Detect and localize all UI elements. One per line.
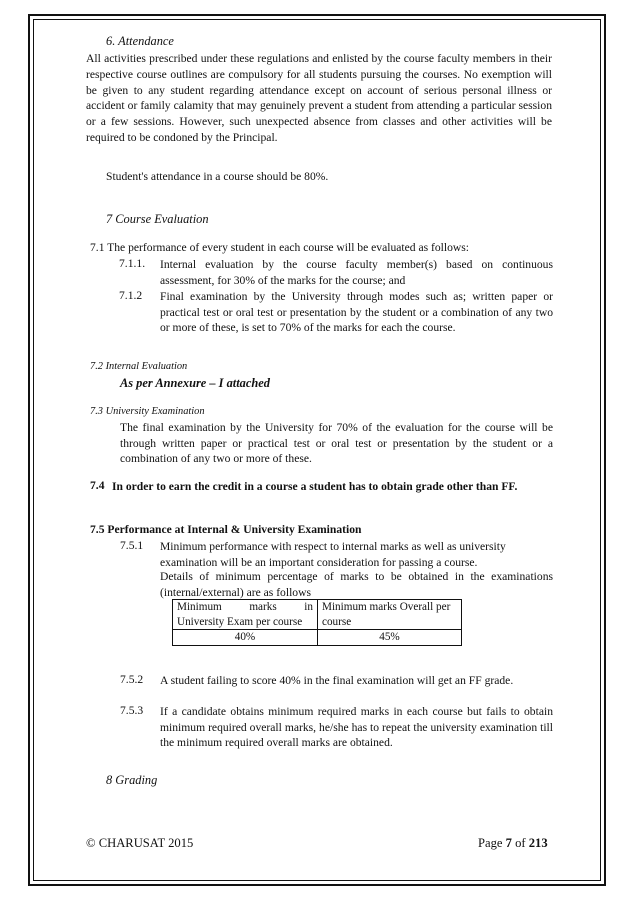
table-row bbox=[173, 630, 462, 646]
section-7-1-2-text: Final examination by the University through modes such as; written paper or practical test or oral test or presentation by the student or a combination of any two or more of these, is set to 70% of the marks for each the course. bbox=[160, 290, 553, 335]
section-7-5-2-number: 7.5.2 bbox=[120, 673, 144, 686]
section-7-1-1-text: Internal evaluation by the course faculty member(s) based on continuous assessment, for 30% of the marks for the course; and bbox=[160, 258, 553, 287]
section-7-3-heading: 7.3 University Examination bbox=[90, 406, 205, 417]
footer-copyright: © CHARUSAT 2015 bbox=[86, 836, 194, 850]
section-7-5-heading: 7.5 Performance at Internal & University Examination bbox=[90, 523, 362, 536]
section-7-4-text: In order to earn the credit in a course a student has to obtain grade other than FF. bbox=[112, 480, 518, 493]
section-7-5-1-number: 7.5.1 bbox=[120, 539, 144, 552]
section-7-1-2-number: 7.1.2 bbox=[119, 289, 143, 302]
attendance-requirement: Student's attendance in a course should be 80%. bbox=[106, 170, 329, 183]
footer-page-total: 213 bbox=[528, 836, 548, 850]
section-7-5-1-text: Minimum performance with respect to internal marks as well as university examination will be an important consideration for passing a course. bbox=[160, 540, 506, 569]
section-7-4-number: 7.4 bbox=[90, 479, 105, 492]
section-8-heading: 8 Grading bbox=[106, 773, 158, 787]
section-7-5-1-details: Details of minimum percentage of marks to be obtained in the examinations (internal/external) are as follows bbox=[160, 570, 553, 599]
table-header-university-exam: Minimum marks in University Exam per course bbox=[173, 600, 318, 630]
section-6-paragraph: All activities prescribed under these regulations and enlisted by the course faculty members in their respective course outlines are compulsory for all students pursuing the courses. No exemption will be given to any student regarding attendance except on account of serious personal illness or accident or family calamity that may genuinely prevent a student from attending a particular session or a few sessions. However, such unexpected absence from classes and other activities will be required to be condoned by the Principal. bbox=[86, 52, 552, 144]
table-header-overall: Minimum marks Overall per course bbox=[318, 600, 462, 630]
section-7-1-1-number: 7.1.1. bbox=[119, 257, 146, 270]
section-7-5-2-text: A student failing to score 40% in the final examination will get an FF grade. bbox=[160, 674, 514, 687]
table-cell-overall-value: 45% bbox=[318, 630, 462, 646]
section-7-2-text: As per Annexure – I attached bbox=[120, 376, 270, 390]
minimum-marks-table bbox=[172, 599, 462, 646]
footer-page-of: of bbox=[511, 836, 529, 850]
section-7-5-3-text: If a candidate obtains minimum required marks in each course but fails to obtain minimum required overall marks, he/she has to repeat the university examination till the minimum required overall marks are obtained. bbox=[160, 705, 553, 750]
section-7-1-text: 7.1 The performance of every student in each course will be evaluated as follows: bbox=[90, 241, 470, 254]
footer-page-current: 7 bbox=[505, 836, 512, 850]
section-7-2-heading: 7.2 Internal Evaluation bbox=[90, 361, 188, 372]
section-6-heading: 6. Attendance bbox=[106, 34, 174, 48]
footer-page-number bbox=[478, 836, 548, 851]
footer-page-prefix: Page bbox=[478, 836, 506, 850]
table-cell-university-exam-value: 40% bbox=[173, 630, 318, 646]
section-7-heading: 7 Course Evaluation bbox=[106, 212, 209, 226]
section-7-5-3-number: 7.5.3 bbox=[120, 704, 144, 717]
section-7-3-text: The final examination by the University for 70% of the evaluation for the course will be through written paper or practical test or oral test or presentation by the student or a combination of any two or more of these. bbox=[120, 421, 553, 466]
table-header-row bbox=[173, 600, 462, 630]
